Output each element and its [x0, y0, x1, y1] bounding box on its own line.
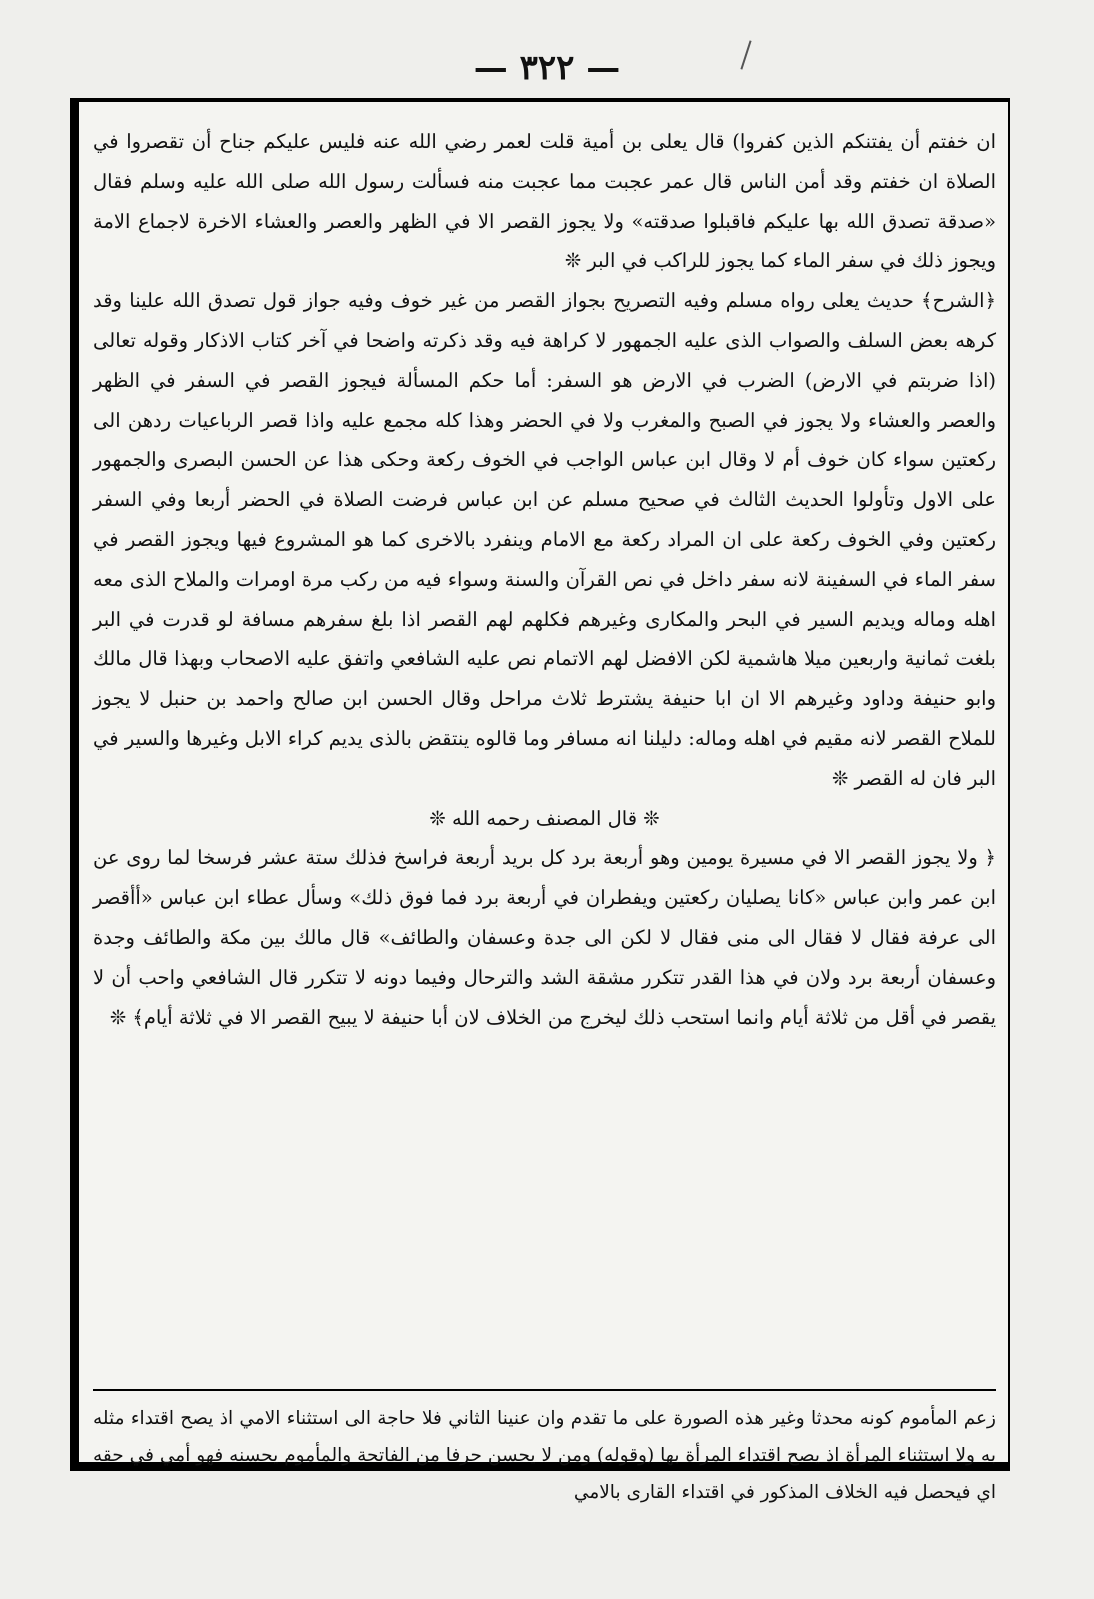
footnote-divider — [93, 1389, 996, 1391]
paragraph-hadith: ان خفتم أن يفتنكم الذين كفروا) قال يعلى بن أمية قلت لعمر رضي الله عنه فليس عليكم جناح أن تقصروا في الصلاة ان خفتم وقد أمن الناس قال عمر عجبت مما عجبت منه فسألت رسول الله صلى الله عليه وسلم فقال «صدقة تصدق الله بها عليكم فاقبلوا صدقته» ولا يجوز القصر الا في الظهر والعصر والعشاء الاخرة لاجماع الامة ويجوز ذلك في سفر الماء كما يجوز للراكب في البر ❊ — [93, 130, 996, 273]
author-heading: ❊ قال المصنف رحمه الله ❊ — [429, 806, 660, 830]
paragraph-main-text: ﴿ ولا يجوز القصر الا في مسيرة يومين وهو أربعة برد كل بريد أربعة فراسخ فذلك ستة عشر فرسخا لما روى عن ابن عمر وابن عباس «كانا يصليان ركعتين ويفطران في أربعة برد فما فوق ذلك» وسأل عطاء ابن عباس «أأقصر الى عرفة فقال لا فقال الى منى فقال لا لكن الى جدة وعسفان والطائف» قال مالك بين مكة والطائف وجدة وعسفان أربعة برد ولان في هذا القدر تتكرر مشقة الشد والترحال وفيما دونه لا تتكرر قال الشافعي واحب أن لا يقصر في أقل من ثلاثة أيام وانما استحب ذلك ليخرج من الخلاف لان أبا حنيفة لا يبيح القصر الا في ثلاثة أيام﴾ ❊ — [93, 846, 996, 1029]
page-frame — [70, 98, 1010, 1503]
main-text — [93, 122, 996, 1372]
footnote — [93, 1400, 996, 1511]
footnote-text: زعم المأموم كونه محدثا وغير هذه الصورة على ما تقدم وان عنينا الثاني فلا حاجة الى استثناء الامي اذ يصح اقتداء مثله به ولا استثناء المرأة اذ يصح اقتداء المرأة بها (وقوله) ومن لا يحسن حرفا من الفاتحة والمأموم يحسنه فهو أمي في حقه اي فيحصل فيه الخلاف المذكور في اقتداء القارى بالامي — [93, 1408, 996, 1503]
paragraph-commentary: ﴿الشرح﴾ حديث يعلى رواه مسلم وفيه التصريح بجواز القصر من غير خوف وفيه جواز قول تصدق الله علينا وقد كرهه بعض السلف والصواب الذى عليه الجمهور لا كراهة فيه وقد ذكرته واضحا في آخر كتاب الاذكار وقوله تعالى (اذا ضربتم في الارض) الضرب في الارض هو السفر: أما حكم المسألة فيجوز القصر في السفر في الظهر والعصر والعشاء ولا يجوز في الصبح والمغرب ولا في الحضر وهذا كله مجمع عليه واذا قصر الرباعيات ردهن الى ركعتين سواء كان خوف أم لا وقال ابن عباس الواجب في الخوف ركعة وحكى هذا عن الحسن البصرى والجمهور على الاول وتأولوا الحديث الثالث في صحيح مسلم عن ابن عباس فرضت الصلاة في الحضر أربعا وفي السفر ركعتين وفي الخوف ركعة على ان المراد ركعة مع الامام وينفرد بالاخرى كما هو المشروع فيها ويجوز القصر في سفر الماء في السفينة لانه سفر داخل في نص القرآن والسنة وسواء فيه من ركب مرة اومرات والملاح الذى معه اهله وماله ويديم السير في البحر والمكارى وغيرهم فكلهم لهم القصر اذا بلغ سفرهم مسافة لو قدرت في البر بلغت ثمانية واربعين ميلا هاشمية لكن الافضل لهم الاتمام نص عليه الشافعي واتفق عليه الاصحاب وبهذا قال مالك وابو حنيفة وداود وغيرهم الا ان ابا حنيفة يشترط ثلاث مراحل وقال الحسن ابن صالح واحمد بن حنبل لا يجوز للملاح القصر لانه مقيم في اهله وماله: دليلنا انه مسافر وما قالوه ينتقض بالذى يديم كراء الابل وغيرها والسير في البر فان له القصر ❊ — [93, 289, 996, 790]
page-number: — ٣٢٢ — — [473, 48, 621, 88]
